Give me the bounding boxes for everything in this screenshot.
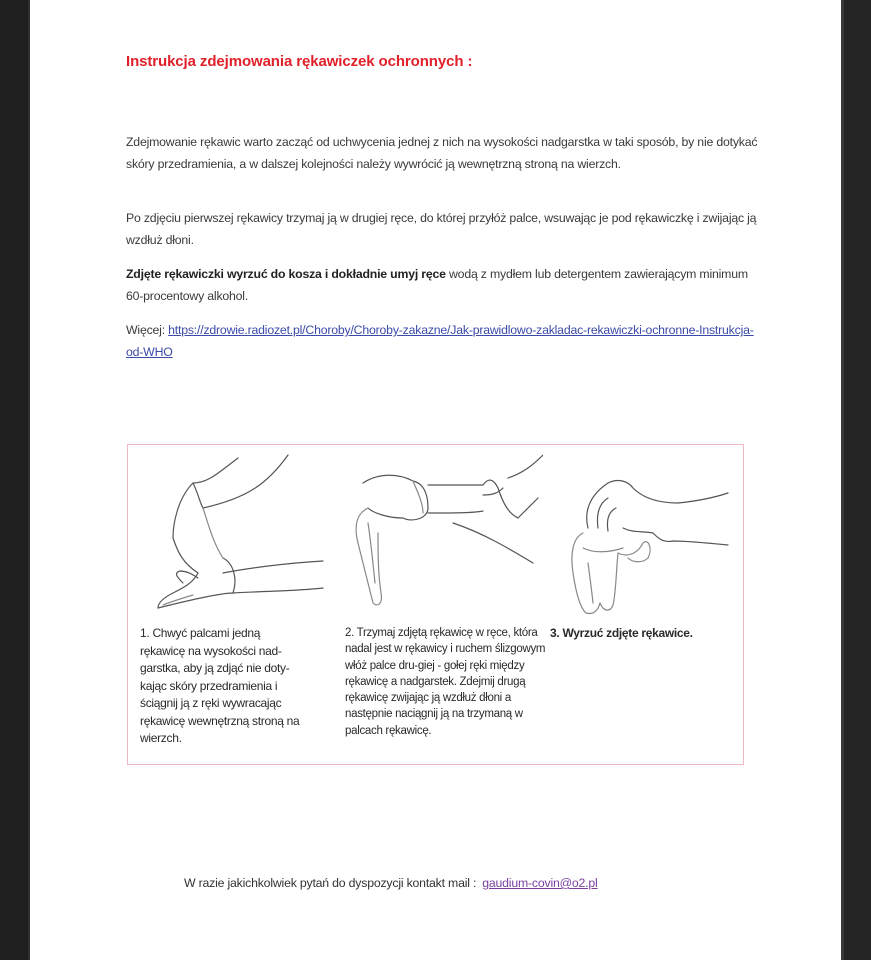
illustration-step-3 (548, 453, 738, 623)
glove-removal-figure (127, 444, 744, 765)
contact-email-link[interactable]: gaudium-covin@o2.pl (482, 876, 598, 890)
illustration-step-2 (343, 453, 543, 623)
more-info-link[interactable]: https://zdrowie.radiozet.pl/Choroby/Choroby-zakazne/Jak-prawidlowo-zakladac-rekawiczki-ochronne-Instrukcja-od-WHO (126, 323, 754, 359)
illustration-step-1 (138, 453, 338, 623)
paragraph-3 (126, 263, 766, 307)
step-1-caption: 1. Chwyć palcami jedną rękawicę na wysokości nad-garstka, aby ją zdjąć nie doty-kając skóry przedramienia i ściągnij ją z ręki wywracając rękawicę wewnętrzną stroną na wierzch. (140, 626, 300, 745)
document-title: Instrukcja zdejmowania rękawiczek ochronnych : (126, 53, 473, 70)
more-info-label: Więcej: (126, 323, 169, 337)
left-dark-margin (0, 0, 30, 960)
right-dark-margin (841, 0, 871, 960)
paragraph-3-rest: wodą z mydłem lub detergentem zawierającym minimum 60-procentowy alkohol. (126, 267, 748, 303)
paragraph-2: Po zdjęciu pierwszej rękawicy trzymaj ją w drugiej ręce, do której przyłóż palce, wsuwając je pod rękawiczkę i zwijając ją wzdłuż dłoni. (126, 211, 757, 247)
contact-footer (184, 876, 598, 890)
step-2-caption: 2. Trzymaj zdjętą rękawicę w ręce, która nadal jest w rękawicy i ruchem ślizgowym włóż palce dru-giej - gołej ręki między rękawicę a nadgarstek. Zdejmij drugą rękawicę zwijając ją wzdłuż dłoni a następnie naciągnij ją na trzymaną w palcach rękawicę. (345, 627, 546, 737)
step-3-caption: 3. Wyrzuć zdjęte rękawice. (550, 626, 693, 640)
more-info (126, 319, 766, 363)
document-page (30, 0, 841, 960)
contact-text: W razie jakichkolwiek pytań do dyspozycji kontakt mail : (184, 876, 477, 890)
paragraph-3-bold: Zdjęte rękawiczki wyrzuć do kosza i dokładnie umyj ręce (126, 267, 446, 281)
paragraph-1: Zdejmowanie rękawic warto zacząć od uchwycenia jednej z nich na wysokości nadgarstka w taki sposób, by nie dotykać skóry przedramienia, a w dalszej kolejności należy wywrócić ją wewnętrzną stroną na wierzch. (126, 135, 758, 171)
